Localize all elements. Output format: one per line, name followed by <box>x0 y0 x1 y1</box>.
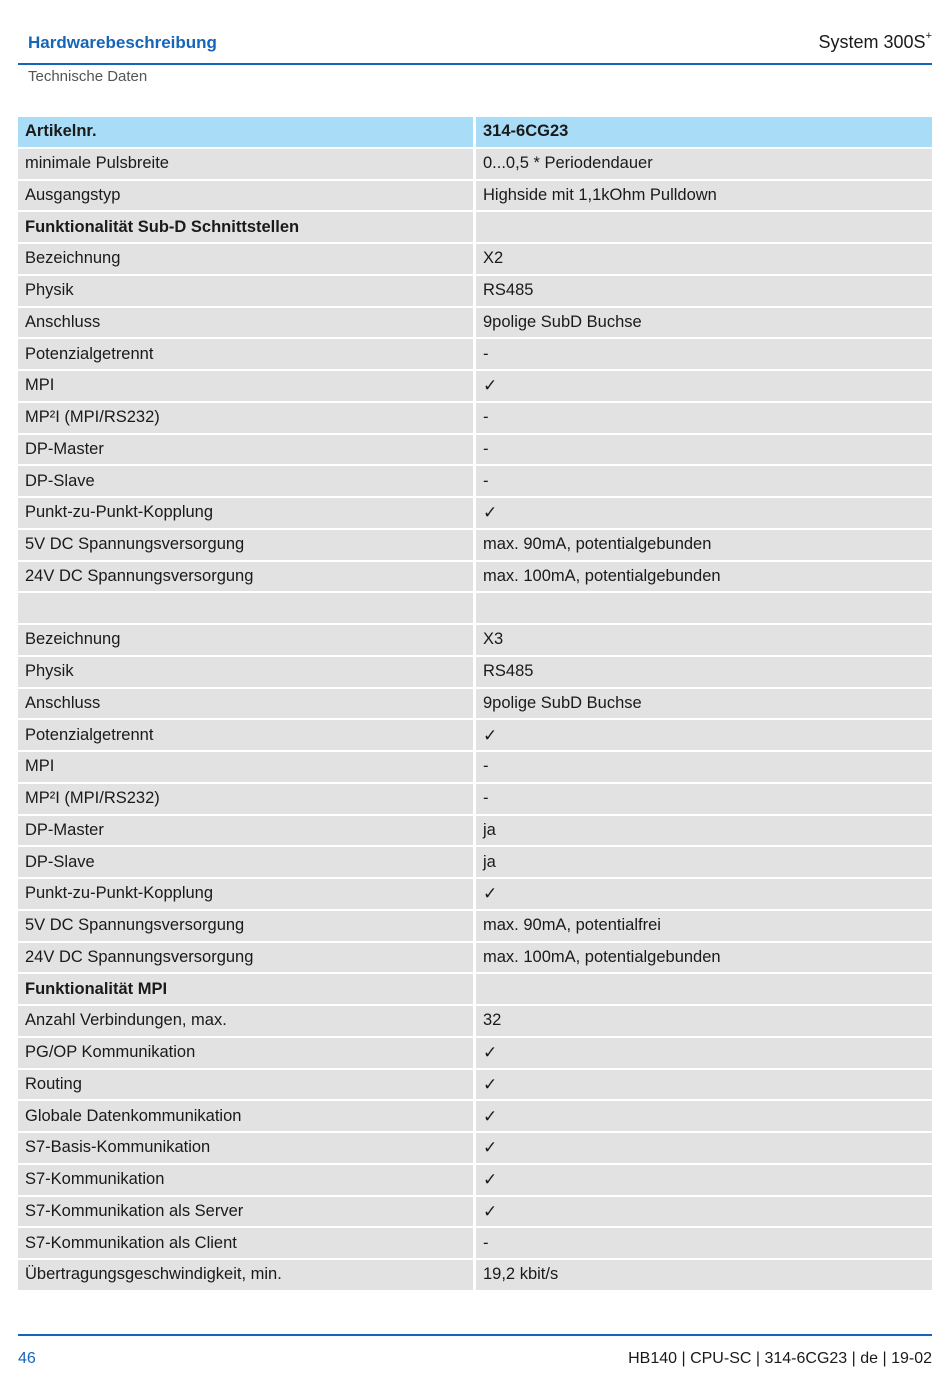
row-label: Physik <box>18 657 473 687</box>
table-row <box>18 657 932 687</box>
row-label: Potenzialgetrennt <box>18 339 473 369</box>
product-name-sup: + <box>925 30 932 42</box>
row-label: PG/OP Kommunikation <box>18 1038 473 1068</box>
row-value: - <box>476 339 932 369</box>
table-row <box>18 593 932 623</box>
row-value <box>476 974 932 1004</box>
checkmark-icon <box>476 371 932 401</box>
row-value: RS485 <box>476 276 932 306</box>
checkmark-icon <box>476 1197 932 1227</box>
checkmark-icon <box>476 1101 932 1131</box>
table-row <box>18 1197 932 1227</box>
row-label: Punkt-zu-Punkt-Kopplung <box>18 879 473 909</box>
product-name <box>819 32 933 53</box>
checkmark-glyph: ✓ <box>483 1106 498 1126</box>
product-name-text: System 300S <box>818 32 926 52</box>
row-label: Funktionalität Sub-D Schnittstellen <box>18 212 473 242</box>
row-value: - <box>476 403 932 433</box>
checkmark-icon <box>476 720 932 750</box>
table-row <box>18 466 932 496</box>
section-subtitle: Technische Daten <box>28 68 148 85</box>
page-number: 46 <box>18 1350 36 1367</box>
row-value: 19,2 kbit/s <box>476 1260 932 1290</box>
table-row <box>18 498 932 528</box>
row-value: max. 90mA, potentialfrei <box>476 911 932 941</box>
row-value: 0...0,5 * Periodendauer <box>476 149 932 179</box>
row-label: Routing <box>18 1070 473 1100</box>
row-label: Funktionalität MPI <box>18 974 473 1004</box>
checkmark-glyph: ✓ <box>483 376 498 396</box>
row-label: S7-Kommunikation als Server <box>18 1197 473 1227</box>
table-row <box>18 784 932 814</box>
row-label: 5V DC Spannungsversorgung <box>18 530 473 560</box>
row-label: MP²I (MPI/RS232) <box>18 784 473 814</box>
table-header-row <box>18 117 932 147</box>
row-value: max. 100mA, potentialgebunden <box>476 943 932 973</box>
table-row <box>18 911 932 941</box>
table-row <box>18 879 932 909</box>
row-label: S7-Kommunikation als Client <box>18 1228 473 1258</box>
table-row <box>18 562 932 592</box>
table-section-row <box>18 974 932 1004</box>
row-label: DP-Master <box>18 435 473 465</box>
table-section-row <box>18 212 932 242</box>
row-value: 32 <box>476 1006 932 1036</box>
table-row <box>18 339 932 369</box>
row-value: RS485 <box>476 657 932 687</box>
row-value <box>476 212 932 242</box>
row-label: Bezeichnung <box>18 244 473 274</box>
row-label: Übertragungsgeschwindigkeit, min. <box>18 1260 473 1290</box>
row-label: MP²I (MPI/RS232) <box>18 403 473 433</box>
checkmark-icon <box>476 1038 932 1068</box>
table-row <box>18 1101 932 1131</box>
row-label: DP-Master <box>18 816 473 846</box>
table-row <box>18 689 932 719</box>
row-value: - <box>476 752 932 782</box>
table-row <box>18 371 932 401</box>
row-label: Anschluss <box>18 308 473 338</box>
row-value: X2 <box>476 244 932 274</box>
spec-table <box>18 117 932 1292</box>
row-value: max. 100mA, potentialgebunden <box>476 562 932 592</box>
checkmark-glyph: ✓ <box>483 884 498 904</box>
table-row <box>18 244 932 274</box>
row-label: S7-Basis-Kommunikation <box>18 1133 473 1163</box>
checkmark-glyph: ✓ <box>483 725 498 745</box>
row-label: MPI <box>18 371 473 401</box>
row-value: 9polige SubD Buchse <box>476 689 932 719</box>
table-row <box>18 276 932 306</box>
table-header-value: 314-6CG23 <box>476 117 932 147</box>
row-label: 24V DC Spannungsversorgung <box>18 562 473 592</box>
row-label: 24V DC Spannungsversorgung <box>18 943 473 973</box>
table-row <box>18 1260 932 1290</box>
row-label: Potenzialgetrennt <box>18 720 473 750</box>
row-value: ja <box>476 816 932 846</box>
row-label: DP-Slave <box>18 466 473 496</box>
row-label: Ausgangstyp <box>18 181 473 211</box>
table-row <box>18 1165 932 1195</box>
row-value: - <box>476 1228 932 1258</box>
checkmark-glyph: ✓ <box>483 1138 498 1158</box>
checkmark-glyph: ✓ <box>483 503 498 523</box>
table-row <box>18 403 932 433</box>
row-value: - <box>476 784 932 814</box>
table-row <box>18 181 932 211</box>
checkmark-icon <box>476 1070 932 1100</box>
row-label: 5V DC Spannungsversorgung <box>18 911 473 941</box>
checkmark-glyph: ✓ <box>483 1043 498 1063</box>
table-row <box>18 149 932 179</box>
row-value: 9polige SubD Buchse <box>476 308 932 338</box>
row-value: - <box>476 466 932 496</box>
checkmark-glyph: ✓ <box>483 1074 498 1094</box>
row-label: DP-Slave <box>18 847 473 877</box>
checkmark-icon <box>476 498 932 528</box>
table-row <box>18 1038 932 1068</box>
row-label: Anzahl Verbindungen, max. <box>18 1006 473 1036</box>
row-label: S7-Kommunikation <box>18 1165 473 1195</box>
row-label: Globale Datenkommunikation <box>18 1101 473 1131</box>
row-value: max. 90mA, potentialgebunden <box>476 530 932 560</box>
table-row <box>18 1070 932 1100</box>
table-body <box>18 149 932 1290</box>
row-value: - <box>476 435 932 465</box>
footer-divider <box>18 1334 932 1336</box>
table-row <box>18 435 932 465</box>
row-label: Punkt-zu-Punkt-Kopplung <box>18 498 473 528</box>
checkmark-glyph: ✓ <box>483 1201 498 1221</box>
table-row <box>18 943 932 973</box>
table-row <box>18 1228 932 1258</box>
document-info: HB140 | CPU-SC | 314-6CG23 | de | 19-02 <box>628 1350 932 1367</box>
table-row <box>18 308 932 338</box>
table-row <box>18 625 932 655</box>
row-label <box>18 593 473 623</box>
row-value <box>476 593 932 623</box>
row-label: Physik <box>18 276 473 306</box>
table-row <box>18 530 932 560</box>
table-header-label: Artikelnr. <box>18 117 473 147</box>
table-row <box>18 1133 932 1163</box>
table-row <box>18 816 932 846</box>
row-value: X3 <box>476 625 932 655</box>
table-row <box>18 1006 932 1036</box>
row-label: Anschluss <box>18 689 473 719</box>
checkmark-icon <box>476 1133 932 1163</box>
table-row <box>18 847 932 877</box>
checkmark-icon <box>476 1165 932 1195</box>
row-label: minimale Pulsbreite <box>18 149 473 179</box>
chapter-title: Hardwarebeschreibung <box>28 33 217 52</box>
checkmark-icon <box>476 879 932 909</box>
table-row <box>18 720 932 750</box>
row-label: Bezeichnung <box>18 625 473 655</box>
row-value: Highside mit 1,1kOhm Pulldown <box>476 181 932 211</box>
table-row <box>18 752 932 782</box>
checkmark-glyph: ✓ <box>483 1170 498 1190</box>
header-divider <box>18 63 932 65</box>
row-value: ja <box>476 847 932 877</box>
row-label: MPI <box>18 752 473 782</box>
